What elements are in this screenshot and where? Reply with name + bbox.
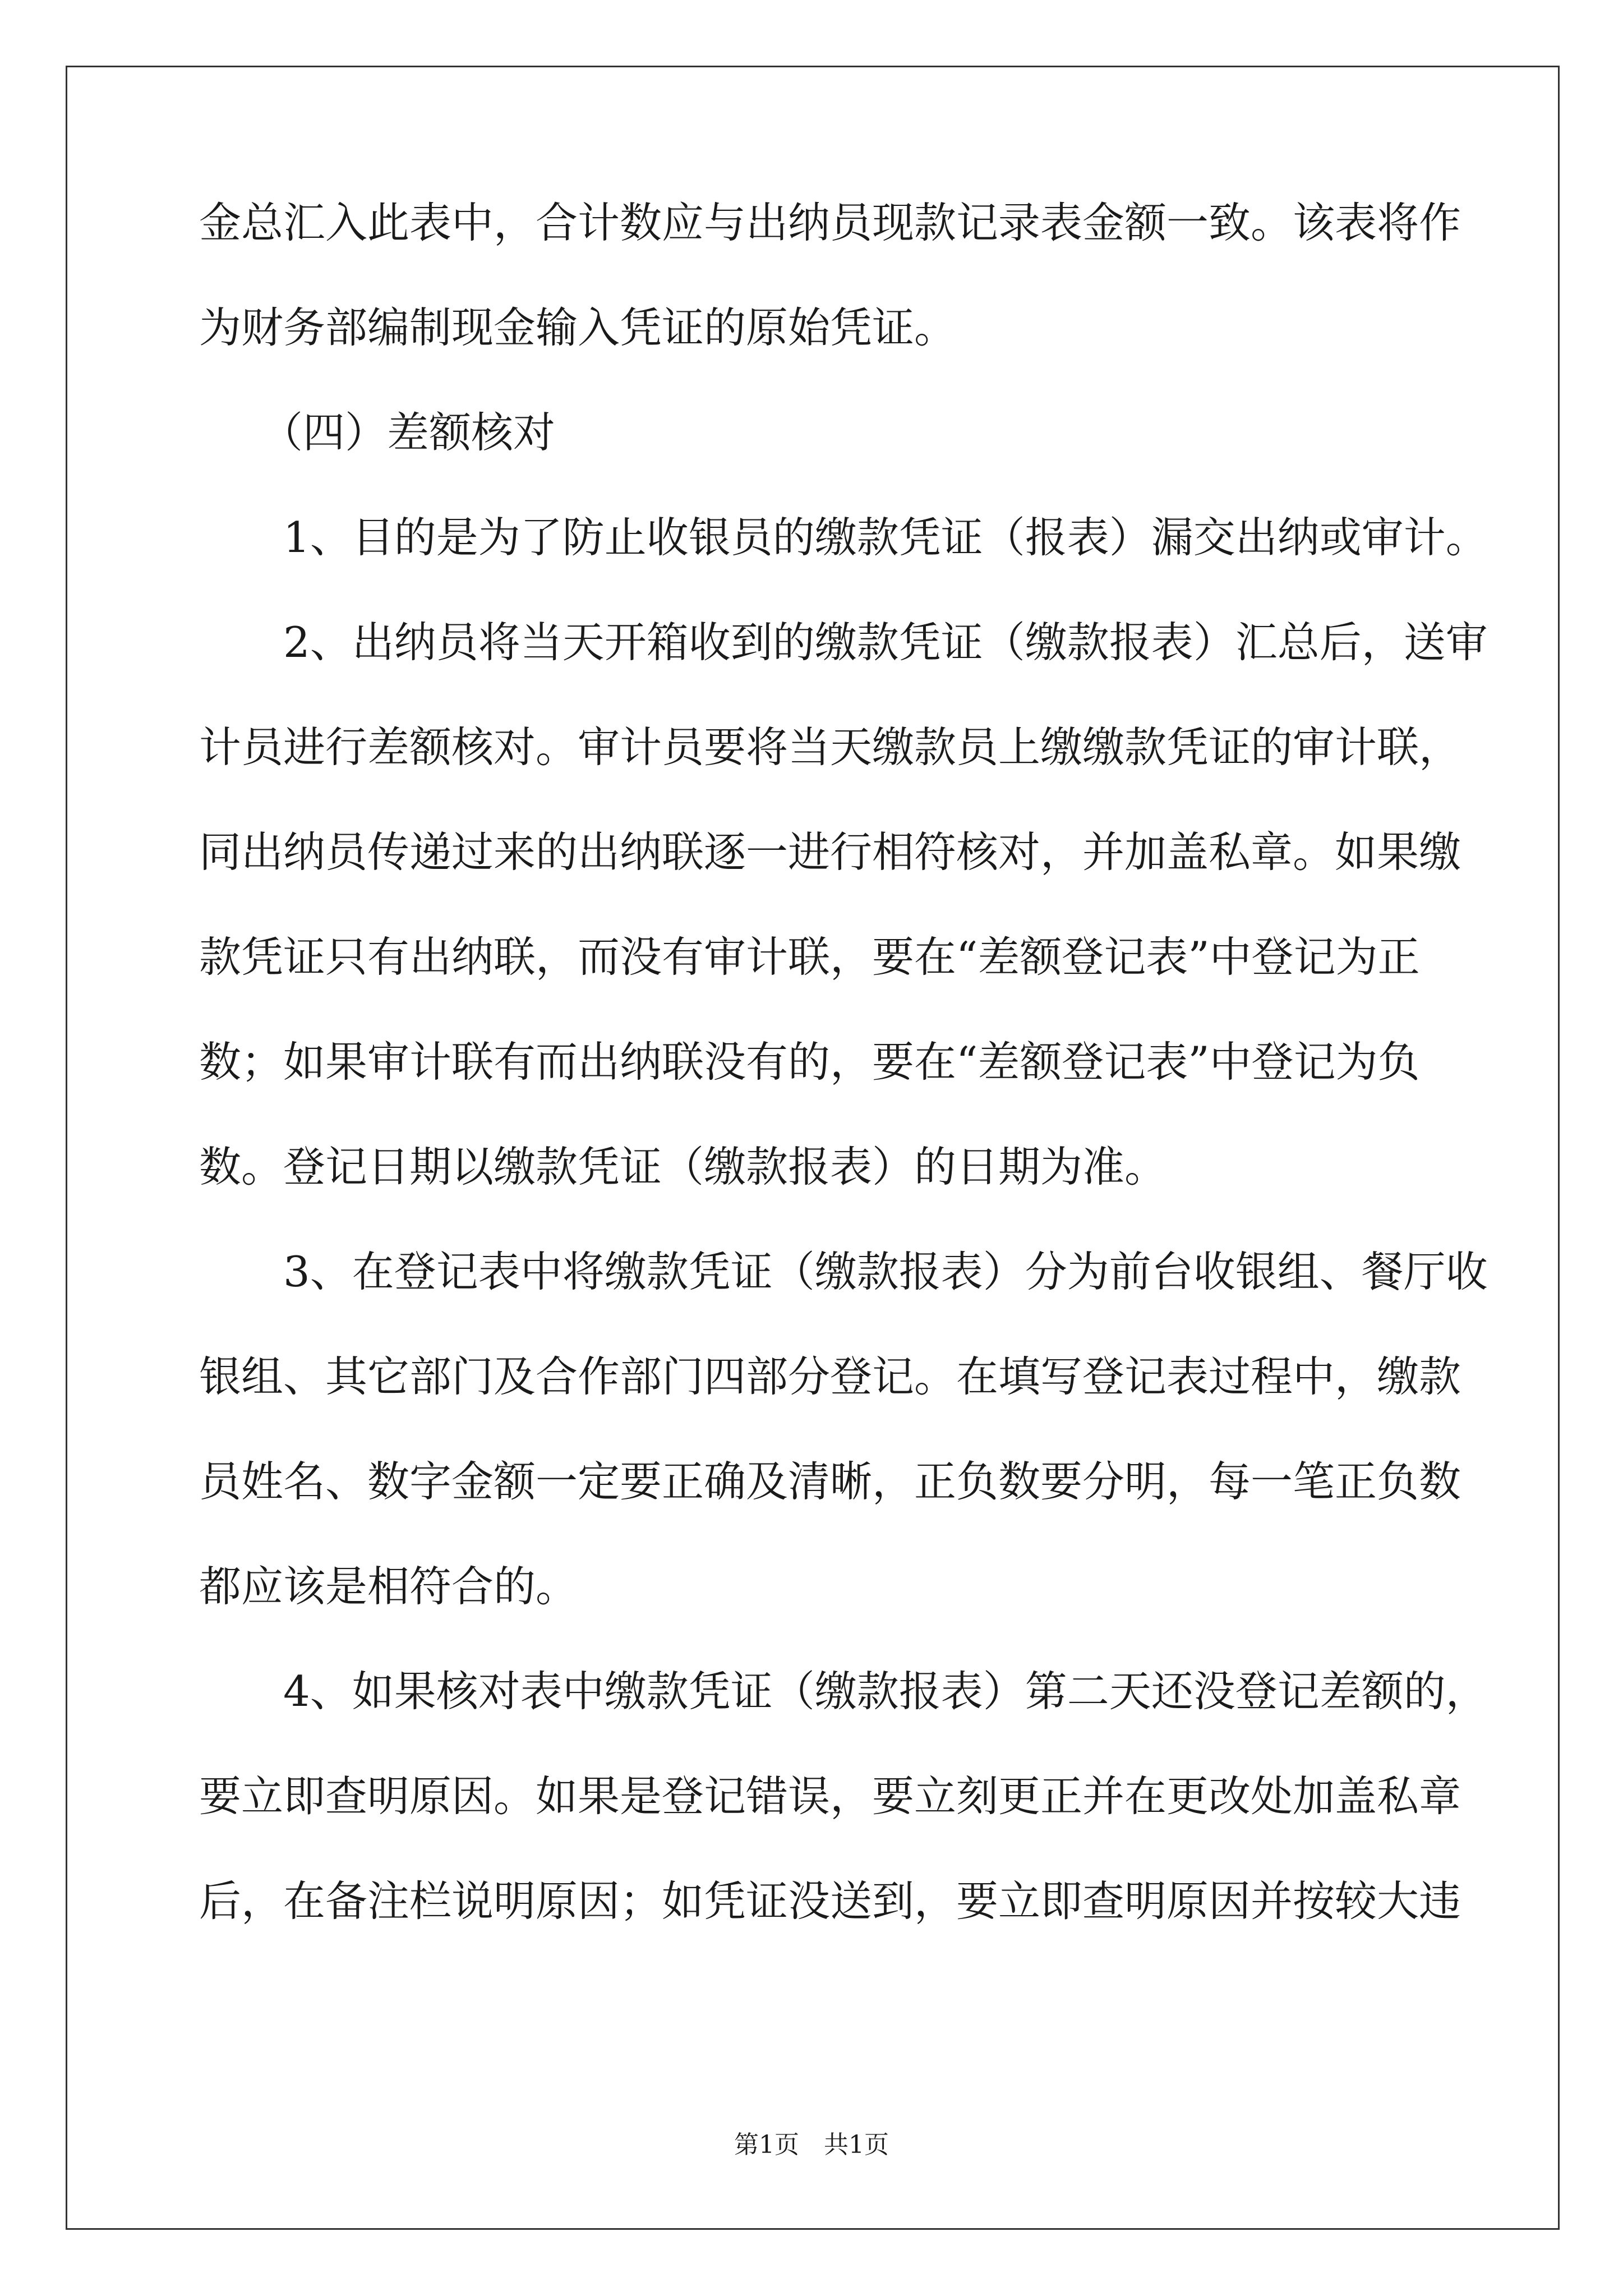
body-line: 数；如果审计联有而出纳联没有的，要在“差额登记表”中登记为负: [199, 1037, 1420, 1087]
paragraph-3: 3、在登记表中将缴款凭证（缴款报表）分为前台收银组、餐厅收: [283, 1247, 1488, 1296]
page-number: 第1页 共1页: [734, 2131, 889, 2159]
paragraph-4: 4、如果核对表中缴款凭证（缴款报表）第二天还没登记差额的，: [283, 1667, 1488, 1716]
body-line: 数。登记日期以缴款凭证（缴款报表）的日期为准。: [199, 1142, 1167, 1191]
body-line: 为财务部编制现金输入凭证的原始凭证。: [199, 303, 957, 352]
body-line: 都应该是相符合的。: [199, 1562, 578, 1611]
paragraph-2: 2、出纳员将当天开箱收到的缴款凭证（缴款报表）汇总后，送审: [283, 618, 1488, 667]
body-line: 金总汇入此表中，合计数应与出纳员现款记录表金额一致。该表将作: [199, 198, 1461, 247]
section-heading: （四）差额核对: [261, 408, 556, 457]
body-line: 要立即查明原因。如果是登记错误，要立刻更正并在更改处加盖私章: [199, 1772, 1461, 1821]
body-line: 后，在备注栏说明原因；如凭证没送到，要立即查明原因并按较大违: [199, 1876, 1461, 1926]
document-body: [199, 198, 1488, 1985]
body-line: 员姓名、数字金额一定要正确及清晰，正负数要分明，每一笔正负数: [199, 1457, 1461, 1506]
body-line: 计员进行差额核对。审计员要将当天缴款员上缴缴款凭证的审计联，: [199, 723, 1461, 772]
page-footer: [0, 2132, 1623, 2159]
paragraph-1: 1、目的是为了防止收银员的缴款凭证（报表）漏交出纳或审计。: [283, 513, 1488, 562]
body-line: 款凭证只有出纳联，而没有审计联，要在“差额登记表”中登记为正: [199, 932, 1420, 982]
body-line: 同出纳员传递过来的出纳联逐一进行相符核对，并加盖私章。如果缴: [199, 827, 1461, 877]
body-line: 银组、其它部门及合作部门四部分登记。在填写登记表过程中，缴款: [199, 1352, 1461, 1401]
